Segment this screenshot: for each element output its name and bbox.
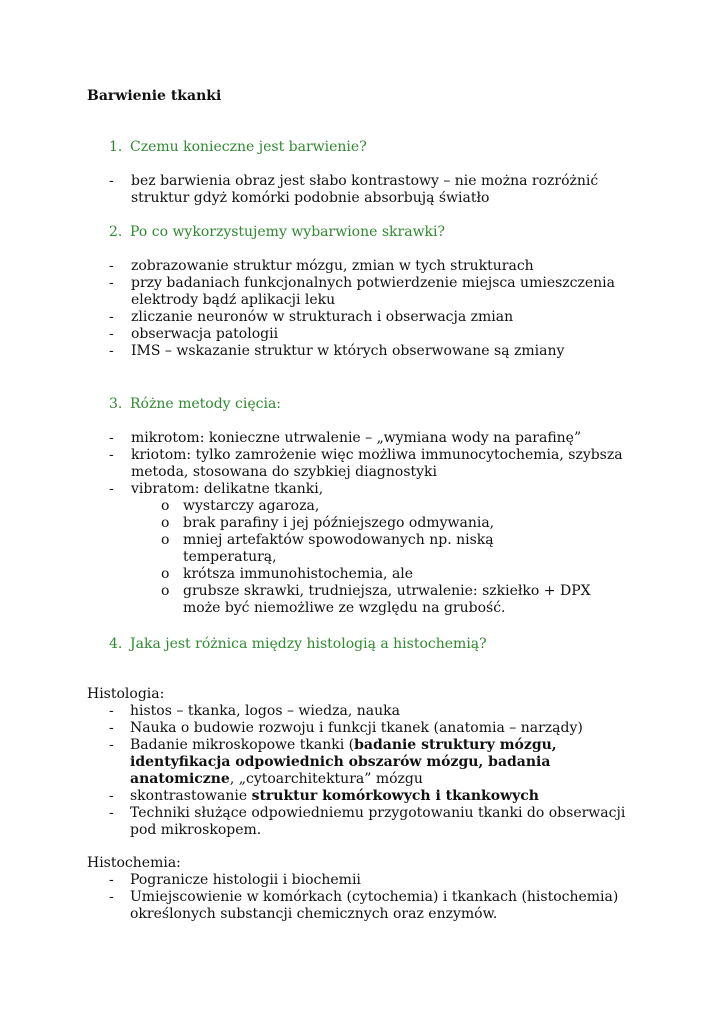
- list-item: - przy badaniach funkcjonalnych potwierdzenie miejsca umieszczenia elektrody bądź aplikacji leku: [109, 275, 616, 308]
- document-title: Barwienie tkanki: [87, 88, 222, 104]
- list-item: - IMS – wskazanie struktur w których obserwowane są zmiany: [109, 343, 565, 359]
- dash-marker: -: [109, 788, 114, 804]
- list-item: - Techniki służące odpowiedniemu przygotowaniu tkanki do obserwacji pod mikroskopem.: [109, 805, 626, 838]
- dash-marker: -: [109, 326, 114, 342]
- dash-marker: -: [109, 343, 114, 359]
- question-text: Po co wykorzystujemy wybarwione skrawki?: [130, 224, 446, 240]
- dash-marker: -: [109, 805, 114, 821]
- sub-list-item: o mniej artefaktów spowodowanych np. niską temperaturą,: [161, 532, 494, 565]
- dash-marker: -: [109, 173, 114, 189]
- question-number: 4.: [109, 636, 123, 652]
- question-number: 1.: [109, 139, 123, 155]
- question-2: [109, 224, 445, 241]
- question-3: [109, 396, 281, 413]
- dash-marker: -: [109, 275, 114, 291]
- question-text: Czemu konieczne jest barwienie?: [130, 139, 367, 155]
- list-item: - zliczanie neuronów w strukturach i obserwacja zmian: [109, 309, 514, 325]
- circle-marker: o: [161, 583, 170, 599]
- histologia-list: [109, 703, 629, 839]
- section-3-list: [109, 430, 629, 617]
- dash-marker: -: [109, 720, 114, 736]
- dash-marker: -: [109, 258, 114, 274]
- bold-text: badanie struktury mózgu, identyfikacja odpowiednich obszarów mózgu, badania anatomiczne: [130, 737, 557, 787]
- question-text: Różne metody cięcia:: [130, 396, 282, 412]
- sub-list-item: o brak parafiny i jej późniejszego odmywania,: [161, 515, 495, 531]
- list-item: - obserwacja patologii: [109, 326, 279, 342]
- list-item: - Umiejscowienie w komórkach (cytochemia) i tkankach (histochemia) określonych substancji chemicznych oraz enzymów.: [109, 889, 619, 922]
- histologia-heading: Histologia:: [87, 686, 165, 702]
- question-text: Jaka jest różnica między histologią a histochemią?: [130, 636, 487, 652]
- dash-marker: -: [109, 430, 114, 446]
- dash-marker: -: [109, 703, 114, 719]
- sub-list-item: o grubsze skrawki, trudniejsza, utrwalenie: szkiełko + DPX może być niemożliwe ze względu na grubość.: [161, 583, 591, 616]
- vibratom-sublist: [161, 498, 591, 617]
- bold-text: struktur komórkowych i tkankowych: [251, 788, 539, 804]
- list-item: - skontrastowanie struktur komórkowych i tkankowych: [109, 788, 539, 804]
- question-number: 2.: [109, 224, 123, 240]
- dash-marker: -: [109, 309, 114, 325]
- list-item: - histos – tkanka, logos – wiedza, nauka: [109, 703, 400, 719]
- list-item: - vibratom: delikatne tkanki, o wystarczy agaroza, o brak parafiny i jej późniejszego odmywania, o mniej artefaktów spowodowanych np. niską temperaturą, o krótsza immunohistochemia, ale o grubsze skrawki, trudniejsza, utrwalenie: szkiełko + DPX może być niemożliwe ze względu na grubość.: [109, 481, 591, 616]
- list-item: - kriotom: tylko zamrożenie więc możliwa immunocytochemia, szybsza metoda, stosowana do szybkiej diagnostyki: [109, 447, 623, 480]
- histochemia-list: [109, 872, 629, 923]
- list-item: - Badanie mikroskopowe tkanki (badanie struktury mózgu, identyfikacja odpowiednich obszarów mózgu, badania anatomiczne, „cytoarchitektura” mózgu: [109, 737, 557, 787]
- question-4: [109, 636, 487, 653]
- list-item: - zobrazowanie struktur mózgu, zmian w tych strukturach: [109, 258, 534, 274]
- dash-marker: -: [109, 447, 114, 463]
- circle-marker: o: [161, 532, 170, 548]
- circle-marker: o: [161, 515, 170, 531]
- list-item: - mikrotom: konieczne utrwalenie – „wymiana wody na parafinę”: [109, 430, 582, 446]
- dash-marker: -: [109, 872, 114, 888]
- dash-marker: -: [109, 737, 114, 753]
- list-item: - Nauka o budowie rozwoju i funkcji tkanek (anatomia – narządy): [109, 720, 583, 736]
- sub-list-item: o krótsza immunohistochemia, ale: [161, 566, 414, 582]
- section-2-list: [109, 258, 629, 360]
- dash-marker: -: [109, 889, 114, 905]
- list-item: - Pogranicze histologii i biochemii: [109, 872, 361, 888]
- list-item: - bez barwienia obraz jest słabo kontrastowy – nie można rozróżnić struktur gdyż komórki podobnie absorbują światło: [109, 173, 599, 206]
- histochemia-heading: Histochemia:: [87, 855, 181, 871]
- question-1: [109, 139, 367, 156]
- dash-marker: -: [109, 481, 114, 497]
- section-1-list: [109, 173, 629, 207]
- circle-marker: o: [161, 566, 170, 582]
- question-number: 3.: [109, 396, 123, 412]
- sub-list-item: o wystarczy agaroza,: [161, 498, 320, 514]
- circle-marker: o: [161, 498, 170, 514]
